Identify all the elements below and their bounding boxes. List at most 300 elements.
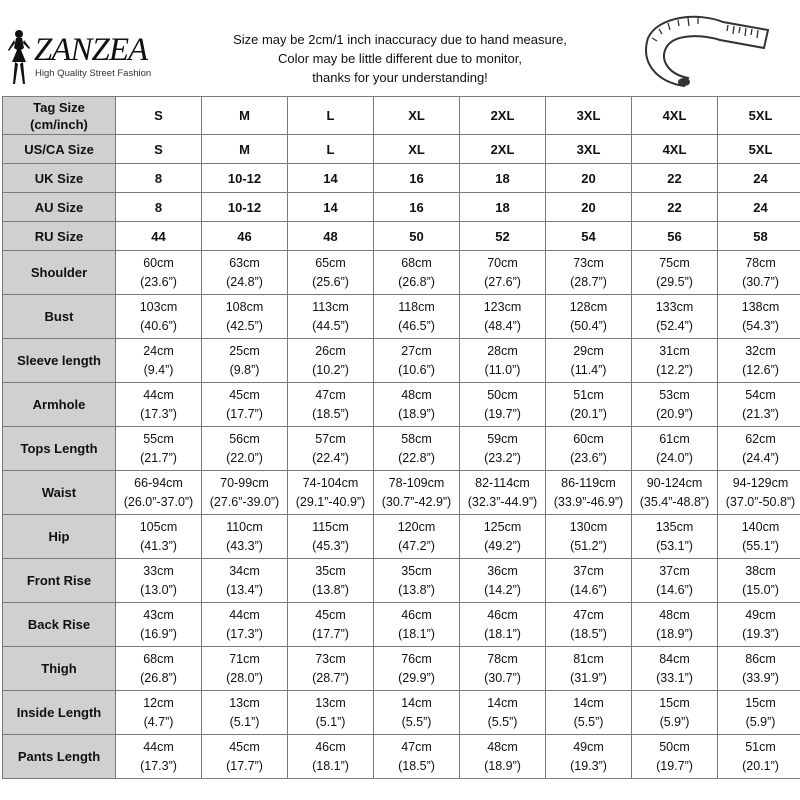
value-cm: 55cm xyxy=(143,431,174,446)
value-cm: 51cm xyxy=(573,387,604,402)
value-inch: (10.6”) xyxy=(398,362,435,377)
value-cm: 65cm xyxy=(315,255,346,270)
row-label: Thigh xyxy=(3,647,116,691)
woman-silhouette-icon xyxy=(4,28,34,86)
row-label: Sleeve length xyxy=(3,339,116,383)
measurement-cell xyxy=(202,339,288,383)
value-inch: (54.3”) xyxy=(742,318,779,333)
value-cm: 75cm xyxy=(659,255,690,270)
measurement-cell xyxy=(546,515,632,559)
measurement-cell xyxy=(202,735,288,779)
measurement-cell xyxy=(460,559,546,603)
value-cm: 94-129cm xyxy=(732,475,789,490)
value-cm: 14cm xyxy=(487,695,518,710)
value-inch: (50.4”) xyxy=(570,318,607,333)
value-inch: (5.5”) xyxy=(487,714,518,729)
measurement-cell xyxy=(288,471,374,515)
size-cell: 24 xyxy=(718,164,800,193)
size-cell: 16 xyxy=(374,164,460,193)
value-cm: 15cm xyxy=(745,695,776,710)
value-cm: 86-119cm xyxy=(561,475,616,490)
notice-line: Color may be little different due to monitor, xyxy=(278,51,522,66)
value-inch: (33.1”) xyxy=(656,670,693,685)
value-cm: 31cm xyxy=(659,343,690,358)
value-inch: (18.1”) xyxy=(484,626,521,641)
measurement-cell xyxy=(546,647,632,691)
value-inch: (27.6”) xyxy=(484,274,521,289)
value-inch: (53.1”) xyxy=(656,538,693,553)
measurement-cell xyxy=(632,251,718,295)
value-cm: 115cm xyxy=(312,519,349,534)
value-cm: 68cm xyxy=(401,255,432,270)
measurement-notice xyxy=(190,30,610,87)
value-inch: (15.0”) xyxy=(742,582,779,597)
notice-line: Size may be 2cm/1 inch inaccuracy due to hand measure, xyxy=(233,32,567,47)
value-inch: (26.8”) xyxy=(140,670,177,685)
value-inch: (51.2”) xyxy=(570,538,607,553)
size-cell: M xyxy=(202,97,288,135)
value-cm: 118cm xyxy=(398,299,435,314)
value-cm: 57cm xyxy=(315,431,346,446)
value-inch: (14.6”) xyxy=(570,582,607,597)
value-cm: 36cm xyxy=(487,563,518,578)
size-cell: 56 xyxy=(632,222,718,251)
value-inch: (19.3”) xyxy=(742,626,779,641)
value-inch: (5.9”) xyxy=(659,714,690,729)
row-label-line: UK Size xyxy=(34,170,84,186)
value-cm: 14cm xyxy=(573,695,604,710)
value-inch: (29.1”-40.9”) xyxy=(295,494,366,509)
value-inch: (17.7”) xyxy=(226,406,263,421)
value-cm: 73cm xyxy=(315,651,346,666)
value-cm: 37cm xyxy=(659,563,690,578)
measurement-cell xyxy=(718,603,800,647)
measurement-cell xyxy=(288,427,374,471)
measurement-cell xyxy=(460,339,546,383)
measurement-row xyxy=(3,515,800,559)
value-inch: (23.6”) xyxy=(140,274,177,289)
value-inch: (30.7”) xyxy=(484,670,521,685)
measurement-cell xyxy=(546,471,632,515)
measurement-cell xyxy=(116,735,202,779)
measurement-cell xyxy=(374,427,460,471)
measurement-cell xyxy=(632,383,718,427)
value-cm: 50cm xyxy=(659,739,690,754)
value-cm: 125cm xyxy=(483,519,522,534)
value-cm: 113cm xyxy=(312,299,349,314)
measurement-cell xyxy=(288,603,374,647)
measurement-cell xyxy=(718,515,800,559)
measurement-row xyxy=(3,603,800,647)
size-cell: 10-12 xyxy=(202,193,288,222)
value-inch: (13.4”) xyxy=(226,582,263,597)
value-inch: (9.4”) xyxy=(143,362,174,377)
value-inch: (33.9”-46.9”) xyxy=(553,494,624,509)
value-inch: (42.5”) xyxy=(226,318,263,333)
value-cm: 47cm xyxy=(401,739,432,754)
size-cell: 3XL xyxy=(546,97,632,135)
value-inch: (28.7”) xyxy=(312,670,349,685)
measurement-cell xyxy=(288,691,374,735)
size-cell: 10-12 xyxy=(202,164,288,193)
value-inch: (19.3”) xyxy=(570,758,607,773)
size-cell: 4XL xyxy=(632,135,718,164)
value-inch: (18.5”) xyxy=(398,758,435,773)
value-cm: 70-99cm xyxy=(220,475,269,490)
value-inch: (46.5”) xyxy=(398,318,435,333)
value-cm: 128cm xyxy=(569,299,608,314)
size-cell: 2XL xyxy=(460,135,546,164)
value-inch: (19.7”) xyxy=(656,758,693,773)
value-cm: 27cm xyxy=(401,343,432,358)
value-inch: (12.2”) xyxy=(656,362,693,377)
value-cm: 81cm xyxy=(573,651,604,666)
value-cm: 138cm xyxy=(741,299,780,314)
value-inch: (4.7”) xyxy=(143,714,174,729)
value-cm: 35cm xyxy=(315,563,346,578)
value-inch: (23.6”) xyxy=(570,450,607,465)
value-inch: (48.4”) xyxy=(484,318,521,333)
measurement-cell xyxy=(116,559,202,603)
measurement-cell xyxy=(202,427,288,471)
value-cm: 48cm xyxy=(401,387,432,402)
value-inch: (20.9”) xyxy=(656,406,693,421)
value-inch: (18.9”) xyxy=(398,406,435,421)
value-cm: 103cm xyxy=(139,299,178,314)
value-inch: (30.7”) xyxy=(742,274,779,289)
measurement-cell xyxy=(202,295,288,339)
value-inch: (14.6”) xyxy=(656,582,693,597)
value-cm: 60cm xyxy=(573,431,604,446)
value-inch: (13.0”) xyxy=(140,582,177,597)
value-inch: (41.3”) xyxy=(140,538,177,553)
measurement-cell xyxy=(202,471,288,515)
measurement-row xyxy=(3,339,800,383)
size-cell: 20 xyxy=(546,193,632,222)
row-label xyxy=(3,193,116,222)
value-inch: (16.9”) xyxy=(140,626,177,641)
value-inch: (29.9”) xyxy=(398,670,435,685)
row-label: Tops Length xyxy=(3,427,116,471)
measurement-cell xyxy=(202,691,288,735)
measurement-cell xyxy=(546,339,632,383)
measurement-cell xyxy=(460,515,546,559)
row-label: Shoulder xyxy=(3,251,116,295)
value-inch: (28.7”) xyxy=(570,274,607,289)
measurement-cell xyxy=(288,251,374,295)
value-inch: (20.1”) xyxy=(570,406,607,421)
size-cell: 22 xyxy=(632,164,718,193)
measurement-cell xyxy=(288,295,374,339)
row-label xyxy=(3,222,116,251)
measurement-rows xyxy=(3,251,800,779)
measurement-cell xyxy=(116,295,202,339)
value-cm: 46cm xyxy=(315,739,346,754)
value-cm: 70cm xyxy=(487,255,518,270)
value-cm: 44cm xyxy=(143,387,174,402)
measurement-cell xyxy=(718,339,800,383)
value-cm: 58cm xyxy=(401,431,432,446)
size-cell: 5XL xyxy=(718,97,800,135)
value-inch: (24.8”) xyxy=(226,274,263,289)
value-cm: 45cm xyxy=(229,739,260,754)
size-cell: 52 xyxy=(460,222,546,251)
value-inch: (44.5”) xyxy=(312,318,349,333)
measurement-cell xyxy=(374,295,460,339)
row-label: Inside Length xyxy=(3,691,116,735)
row-label: Hip xyxy=(3,515,116,559)
value-inch: (21.3”) xyxy=(742,406,779,421)
value-cm: 74-104cm xyxy=(302,475,359,490)
measurement-cell xyxy=(202,515,288,559)
value-inch: (10.2”) xyxy=(312,362,349,377)
measurement-cell xyxy=(116,427,202,471)
measurement-cell xyxy=(546,251,632,295)
value-inch: (18.1”) xyxy=(398,626,435,641)
value-cm: 123cm xyxy=(483,299,522,314)
measurement-cell xyxy=(546,559,632,603)
size-row xyxy=(3,97,800,135)
value-cm: 43cm xyxy=(143,607,174,622)
measurement-cell xyxy=(202,383,288,427)
measurement-cell xyxy=(202,603,288,647)
measurement-cell xyxy=(718,735,800,779)
value-inch: (18.5”) xyxy=(570,626,607,641)
measurement-cell xyxy=(546,427,632,471)
measurement-cell xyxy=(460,471,546,515)
value-cm: 14cm xyxy=(401,695,432,710)
measurement-cell xyxy=(374,251,460,295)
value-inch: (17.3”) xyxy=(140,406,177,421)
measurement-cell xyxy=(718,647,800,691)
value-inch: (9.8”) xyxy=(229,362,260,377)
size-chart-table xyxy=(2,96,800,779)
value-cm: 54cm xyxy=(745,387,776,402)
value-cm: 38cm xyxy=(745,563,776,578)
size-cell: 5XL xyxy=(718,135,800,164)
value-inch: (17.3”) xyxy=(226,626,263,641)
size-chart-header xyxy=(0,0,800,96)
measurement-cell xyxy=(288,515,374,559)
value-cm: 66-94cm xyxy=(134,475,183,490)
value-cm: 78-109cm xyxy=(388,475,445,490)
size-cell: 14 xyxy=(288,164,374,193)
value-inch: (5.1”) xyxy=(315,714,346,729)
value-cm: 34cm xyxy=(229,563,260,578)
value-cm: 120cm xyxy=(397,519,436,534)
value-cm: 90-124cm xyxy=(646,475,703,490)
measurement-cell xyxy=(116,339,202,383)
value-inch: (47.2”) xyxy=(398,538,435,553)
value-inch: (26.0”-37.0”) xyxy=(123,494,194,509)
measurement-cell xyxy=(374,559,460,603)
row-label: Armhole xyxy=(3,383,116,427)
value-cm: 130cm xyxy=(569,519,608,534)
measurement-cell xyxy=(374,603,460,647)
value-inch: (40.6”) xyxy=(140,318,177,333)
measurement-cell xyxy=(718,471,800,515)
measuring-tape-icon xyxy=(628,8,778,88)
value-cm: 29cm xyxy=(573,343,604,358)
measurement-cell xyxy=(374,471,460,515)
measurement-cell xyxy=(460,295,546,339)
value-cm: 63cm xyxy=(229,255,260,270)
measurement-cell xyxy=(116,515,202,559)
value-inch: (5.5”) xyxy=(573,714,604,729)
size-cell: 2XL xyxy=(460,97,546,135)
value-inch: (18.9”) xyxy=(656,626,693,641)
value-cm: 140cm xyxy=(741,519,780,534)
size-cell: 46 xyxy=(202,222,288,251)
value-inch: (24.4”) xyxy=(742,450,779,465)
row-label-line: US/CA Size xyxy=(24,141,94,157)
measurement-row xyxy=(3,559,800,603)
value-cm: 51cm xyxy=(745,739,776,754)
measurement-cell xyxy=(116,471,202,515)
measurement-cell xyxy=(116,647,202,691)
value-cm: 15cm xyxy=(659,695,690,710)
row-label: Pants Length xyxy=(3,735,116,779)
row-label-line: (cm/inch) xyxy=(30,116,88,132)
value-cm: 49cm xyxy=(573,739,604,754)
value-inch: (17.7”) xyxy=(312,626,349,641)
measurement-row xyxy=(3,427,800,471)
value-inch: (43.3”) xyxy=(226,538,263,553)
measurement-cell xyxy=(460,251,546,295)
measurement-cell xyxy=(460,691,546,735)
measurement-cell xyxy=(718,559,800,603)
size-cell: 24 xyxy=(718,193,800,222)
value-inch: (17.7”) xyxy=(226,758,263,773)
measurement-cell xyxy=(632,735,718,779)
size-cell: 54 xyxy=(546,222,632,251)
measurement-cell xyxy=(632,647,718,691)
value-cm: 13cm xyxy=(315,695,346,710)
notice-line: thanks for your understanding! xyxy=(312,70,488,85)
measurement-cell xyxy=(718,427,800,471)
measurement-cell xyxy=(288,339,374,383)
measurement-row xyxy=(3,691,800,735)
measurement-cell xyxy=(116,691,202,735)
value-inch: (33.9”) xyxy=(742,670,779,685)
size-cell: 4XL xyxy=(632,97,718,135)
row-label-line: AU Size xyxy=(34,199,84,215)
measurement-cell xyxy=(632,559,718,603)
row-label xyxy=(3,164,116,193)
size-cell: 8 xyxy=(116,164,202,193)
value-inch: (55.1”) xyxy=(742,538,779,553)
value-cm: 32cm xyxy=(745,343,776,358)
row-label: Bust xyxy=(3,295,116,339)
measurement-cell xyxy=(288,559,374,603)
value-inch: (11.4”) xyxy=(570,362,607,377)
measurement-cell xyxy=(288,383,374,427)
value-cm: 13cm xyxy=(229,695,260,710)
value-inch: (35.4”-48.8”) xyxy=(639,494,710,509)
size-cell: M xyxy=(202,135,288,164)
measurement-cell xyxy=(632,691,718,735)
measurement-cell xyxy=(546,691,632,735)
value-cm: 105cm xyxy=(139,519,178,534)
size-cell: 20 xyxy=(546,164,632,193)
value-cm: 26cm xyxy=(315,343,346,358)
value-cm: 61cm xyxy=(659,431,690,446)
value-cm: 59cm xyxy=(487,431,518,446)
value-inch: (22.0”) xyxy=(226,450,263,465)
value-cm: 44cm xyxy=(143,739,174,754)
value-cm: 46cm xyxy=(487,607,518,622)
value-inch: (18.9”) xyxy=(484,758,521,773)
measurement-cell xyxy=(546,295,632,339)
value-inch: (11.0”) xyxy=(484,362,521,377)
value-cm: 108cm xyxy=(225,299,264,314)
value-cm: 68cm xyxy=(143,651,174,666)
size-cell: XL xyxy=(374,97,460,135)
measurement-cell xyxy=(632,427,718,471)
size-cell: S xyxy=(116,97,202,135)
value-inch: (14.2”) xyxy=(484,582,521,597)
size-cell: 14 xyxy=(288,193,374,222)
value-cm: 44cm xyxy=(229,607,260,622)
measurement-cell xyxy=(374,647,460,691)
row-label-line: Tag Size xyxy=(33,99,85,115)
value-cm: 78cm xyxy=(487,651,518,666)
value-cm: 78cm xyxy=(745,255,776,270)
measurement-cell xyxy=(374,339,460,383)
measurement-cell xyxy=(202,559,288,603)
size-rows xyxy=(3,97,800,251)
measurement-cell xyxy=(460,383,546,427)
value-cm: 50cm xyxy=(487,387,518,402)
measurement-cell xyxy=(632,339,718,383)
size-cell: S xyxy=(116,135,202,164)
size-row xyxy=(3,135,800,164)
size-cell: 48 xyxy=(288,222,374,251)
value-cm: 86cm xyxy=(745,651,776,666)
value-cm: 24cm xyxy=(143,343,174,358)
value-cm: 53cm xyxy=(659,387,690,402)
value-inch: (32.3”-44.9”) xyxy=(467,494,538,509)
measurement-cell xyxy=(546,383,632,427)
brand-tagline: High Quality Street Fashion xyxy=(35,68,152,79)
value-cm: 76cm xyxy=(401,651,432,666)
measurement-cell xyxy=(632,471,718,515)
measurement-row xyxy=(3,471,800,515)
measurement-cell xyxy=(460,647,546,691)
value-cm: 56cm xyxy=(229,431,260,446)
value-cm: 49cm xyxy=(745,607,776,622)
value-inch: (25.6”) xyxy=(312,274,349,289)
value-inch: (13.8”) xyxy=(312,582,349,597)
size-cell: 58 xyxy=(718,222,800,251)
value-inch: (5.9”) xyxy=(745,714,776,729)
value-cm: 25cm xyxy=(229,343,260,358)
measurement-cell xyxy=(718,251,800,295)
value-inch: (20.1”) xyxy=(742,758,779,773)
measurement-cell xyxy=(374,383,460,427)
measurement-cell xyxy=(374,691,460,735)
row-label: Waist xyxy=(3,471,116,515)
value-cm: 47cm xyxy=(315,387,346,402)
measurement-cell xyxy=(632,515,718,559)
measurement-cell xyxy=(546,735,632,779)
value-inch: (30.7”-42.9”) xyxy=(381,494,452,509)
value-cm: 73cm xyxy=(573,255,604,270)
measurement-cell xyxy=(632,603,718,647)
row-label xyxy=(3,97,116,135)
value-cm: 48cm xyxy=(659,607,690,622)
value-cm: 135cm xyxy=(655,519,694,534)
